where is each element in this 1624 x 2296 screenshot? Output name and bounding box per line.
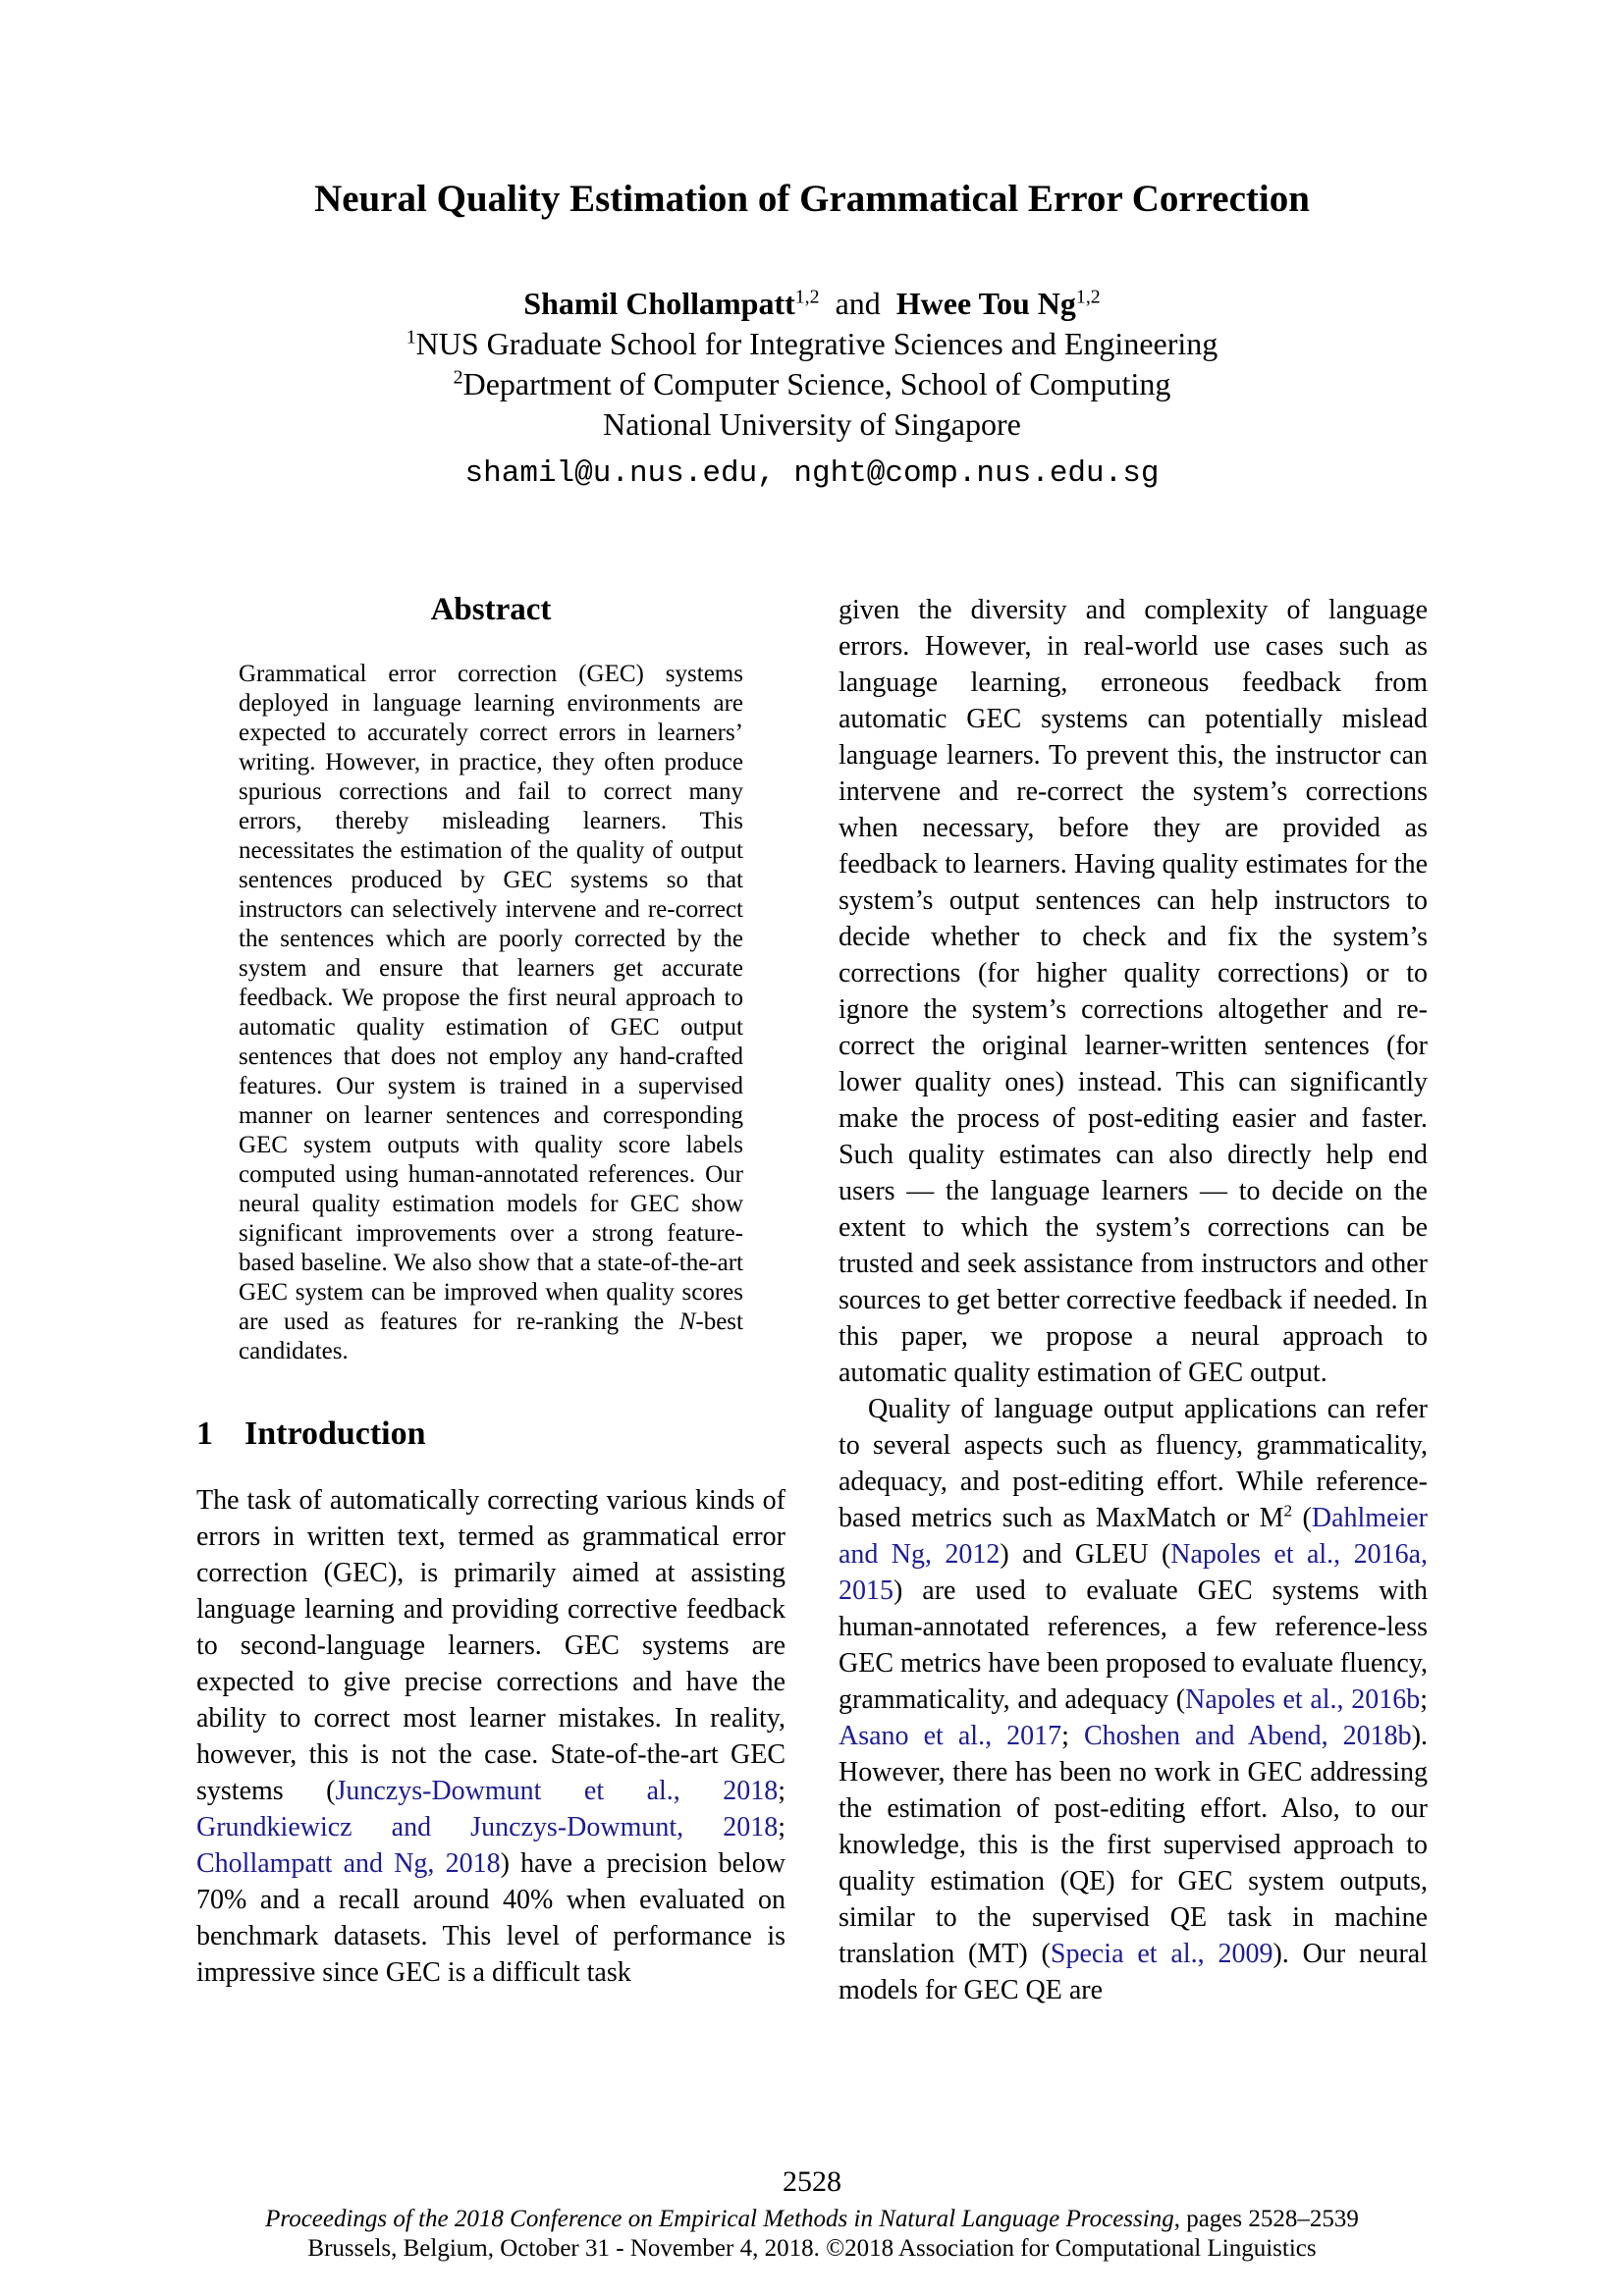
text-run: Shamil Chollampatt bbox=[523, 286, 795, 321]
superscript: 1,2 bbox=[1075, 286, 1101, 308]
section-title: Introduction bbox=[244, 1415, 426, 1452]
two-column-body bbox=[0, 592, 1624, 2008]
text-run: National University of Singapore bbox=[603, 406, 1021, 442]
text-run: The task of automatically correcting various kinds of errors in written text, termed as grammatical error correction (GEC), is primarily aimed at assisting language learning and providing corrective feedback to second-language learners. GEC systems are expected to give precise corrections and have the ability to correct most learner mistakes. In reality, however, this is not the case. State-of-the-art GEC systems ( bbox=[196, 1485, 785, 1806]
author-line bbox=[0, 283, 1624, 324]
citation-link[interactable]: Junczys-Dowmunt et al., 2018 bbox=[335, 1776, 779, 1806]
author-emails: shamil@u.nus.edu, nght@comp.nus.edu.sg bbox=[464, 456, 1160, 491]
text-run: Proceedings of the 2018 Conference on Empirical Methods in Natural Language Processing bbox=[265, 2206, 1174, 2232]
text-run: ) have a precision below 70% and a recall around 40% when evaluated on benchmark datasets. This level of performance is impressive since GEC is a difficult task bbox=[196, 1848, 786, 1988]
text-run: ). However, there has been no work in GEC addressing the estimation of post-editing effort. Also, to our knowledge, this is the first supervised approach to quality estimation (QE) for GEC system outputs, similar to the supervised QE task in machine translation (MT) ( bbox=[839, 1721, 1429, 1969]
citation-link[interactable]: Chollampatt and Ng, 2018 bbox=[196, 1848, 501, 1879]
text-run: ; bbox=[778, 1776, 786, 1806]
citation-link[interactable]: Napoles et al., 2016a, 2015 bbox=[839, 1539, 1428, 1606]
text-run: ). Our neural models for GEC QE are bbox=[839, 1939, 1428, 2005]
left-column bbox=[196, 592, 785, 1991]
venue-copyright-line: Brussels, Belgium, October 31 - November 4, 2018. ©2018 Association for Computational Linguistics bbox=[307, 2235, 1317, 2262]
text-run: ; bbox=[778, 1812, 785, 1842]
text-run: given the diversity and complexity of language errors. However, in real-world use cases such as language learning, erroneous feedback from automatic GEC systems can potentially mislead language learners. To prevent this, the instructor can intervene and re-correct the system’s corrections when necessary, before they are provided as feedback to learners. Having quality estimates for the system’s output sentences can help instructors to decide whether to check and fix the system’s corrections (for higher quality corrections) or to ignore the system’s corrections altogether and re-correct the original learner-written sentences (for lower quality ones) instead. This can significantly make the process of post-editing easier and faster. Such quality estimates can also directly help end users — the language learners — to decide on the extent to which the system’s corrections can be trusted and seek assistance from instructors and other sources to get better corrective feedback if needed. In this paper, we propose a neural approach to automatic quality estimation of GEC output. bbox=[839, 595, 1428, 1388]
affiliation-line-3 bbox=[0, 404, 1624, 445]
page-number: 2528 bbox=[783, 2165, 841, 2198]
text-run: Grammatical error correction (GEC) systems deployed in language learning environments are expected to accurately correct errors in learners’ writing. However, in practice, they often produce spurious corrections and fail to correct many errors, thereby misleading learners. This necessitates the estimation of the quality of output sentences produced by GEC systems so that instructors can selectively intervene and re-correct the sentences which are poorly corrected by the system and ensure that learners get accurate feedback. We propose the first neural approach to automatic quality estimation of GEC output sentences that does not employ any hand-crafted features. Our system is trained in a supervised manner on learner sentences and corresponding GEC system outputs with quality score labels computed using human-annotated references. Our neural quality estimation models for GEC show significant improvements over a strong feature-based baseline. We also show that a state-of-the-art GEC system can be improved when quality scores are used as features for re-ranking the bbox=[239, 661, 743, 1335]
citation-link[interactable]: Napoles et al., 2016b bbox=[1185, 1684, 1421, 1715]
text-run: ; bbox=[1420, 1684, 1428, 1715]
page-footer bbox=[0, 2165, 1624, 2264]
proceedings-line bbox=[0, 2205, 1624, 2234]
text-run: and bbox=[819, 286, 896, 321]
affiliation-line-1 bbox=[0, 324, 1624, 364]
text-run: Hwee Tou Ng bbox=[895, 286, 1076, 321]
superscript: 2 bbox=[1283, 1501, 1293, 1521]
text-run: Quality of language output applications can refer to several aspects such as fluency, grammaticality, adequacy, and post-editing effort. While reference-based metrics such as MaxMatch or M bbox=[839, 1394, 1428, 1533]
text-run: , pages 2528–2539 bbox=[1173, 2206, 1359, 2232]
superscript: 2 bbox=[453, 366, 463, 389]
right-column bbox=[839, 592, 1428, 2008]
superscript: 1,2 bbox=[794, 286, 820, 308]
citation-link[interactable]: Choshen and Abend, 2018b bbox=[1083, 1721, 1412, 1751]
text-run: Department of Computer Science, School of Computing bbox=[462, 366, 1171, 401]
superscript: 1 bbox=[406, 326, 416, 348]
paper-title: Neural Quality Estimation of Grammatical Error Correction bbox=[314, 178, 1310, 220]
affiliation-line-2 bbox=[0, 364, 1624, 404]
text-run: N bbox=[678, 1308, 696, 1335]
text-run: -best candidates. bbox=[239, 1308, 743, 1364]
right-column-paragraph-2 bbox=[839, 1391, 1428, 2008]
text-run: ; bbox=[1061, 1721, 1084, 1751]
citation-link[interactable]: Grundkiewicz and Junczys-Dowmunt, 2018 bbox=[196, 1812, 779, 1842]
text-run: ( bbox=[1292, 1503, 1312, 1533]
introduction-paragraph bbox=[196, 1482, 785, 1991]
abstract-heading: Abstract bbox=[430, 592, 552, 627]
abstract-text bbox=[239, 660, 743, 1366]
section-heading-introduction bbox=[196, 1415, 785, 1453]
citation-link[interactable]: Specia et al., 2009 bbox=[1050, 1939, 1273, 1969]
citation-link[interactable]: Asano et al., 2017 bbox=[839, 1721, 1062, 1751]
citation-link[interactable]: Dahlmeier and Ng, 2012 bbox=[839, 1503, 1429, 1570]
text-run: NUS Graduate School for Integrative Sciences and Engineering bbox=[415, 326, 1218, 361]
text-run: ) and GLEU ( bbox=[1000, 1539, 1171, 1570]
section-number: 1 bbox=[196, 1415, 213, 1452]
text-run: ) are used to evaluate GEC systems with human-annotated references, a few reference-less GEC metrics have been proposed to evaluate fluency, grammaticality, and adequacy ( bbox=[839, 1575, 1428, 1715]
right-column-paragraph-1 bbox=[839, 592, 1428, 1391]
